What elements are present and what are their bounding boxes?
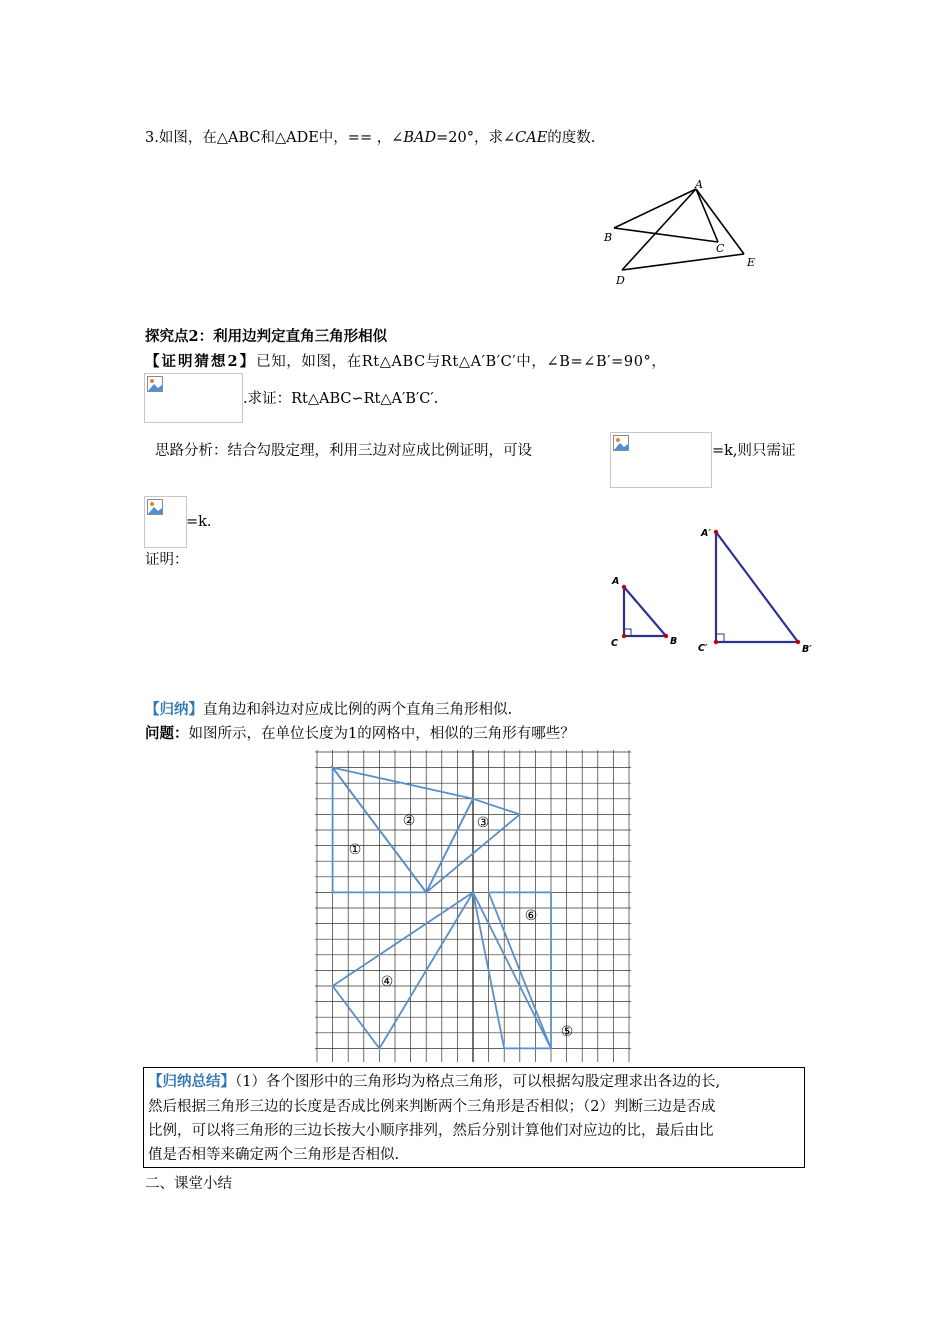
- q3-prefix: 3.如图，在△ABC和△ADE中，== ，: [145, 130, 392, 146]
- label-triangle-5: ⑤: [560, 1024, 574, 1040]
- label-e: E: [747, 256, 756, 269]
- proof-text: 已知，如图，在Rt△ABC与Rt△A′B′C′中，∠B=∠B′=90°，: [256, 354, 667, 370]
- label-c: C: [716, 242, 725, 255]
- vertex-b-prime: [796, 640, 800, 644]
- summary-line-4: 值是否相等来确定两个三角形是否相似.: [148, 1147, 400, 1163]
- analysis-end: =k,则只需证: [712, 443, 796, 459]
- label-small-a: A: [612, 576, 620, 587]
- label-large-a: A′: [701, 528, 711, 539]
- section-title: 探究点2：利用边判定直角三角形相似: [145, 328, 388, 345]
- edge-de: [622, 254, 744, 270]
- label-d: D: [616, 274, 625, 287]
- label-small-c: C: [611, 638, 618, 649]
- formula-image-1: [144, 373, 243, 423]
- summary-line-3: 比例，可以将三角形的三边长按大小顺序排列，然后分别计算他们对应边的比，最后由比: [148, 1123, 714, 1139]
- proof-label: 证明：: [145, 552, 189, 568]
- vertex-a-prime: [714, 530, 718, 534]
- label-small-b: B: [670, 636, 678, 647]
- large-triangle: [716, 532, 798, 642]
- label-large-c: C′: [698, 643, 708, 654]
- broken-image-icon: [147, 376, 163, 392]
- edge-bc: [614, 228, 718, 242]
- class-summary-heading: 二、课堂小结: [145, 1176, 232, 1192]
- induction-text: 直角边和斜边对应成比例的两个直角三角形相似.: [203, 702, 513, 718]
- grid-figure: [315, 750, 635, 1062]
- vertex-b: [664, 634, 668, 638]
- vertex-c: [622, 634, 626, 638]
- question-3: [145, 128, 595, 148]
- summary-text-1: （1）各个图形中的三角形均为格点三角形，可以根据勾股定理求出各边的长,: [235, 1074, 721, 1090]
- label-a: A: [695, 180, 703, 191]
- summary-line-2: 然后根据三角形三边的长度是否成比例来判断两个三角形是否相似；（2）判断三边是否成: [148, 1099, 716, 1115]
- label-triangle-6: ⑥: [524, 908, 538, 924]
- figure-right-triangles: [600, 520, 830, 660]
- question-label: 问题：: [145, 725, 189, 742]
- label-b: B: [604, 231, 613, 244]
- edge-ab: [614, 189, 696, 228]
- broken-image-icon: [147, 499, 163, 515]
- broken-image-icon: [613, 435, 629, 451]
- induction-tag: 【归纳】: [145, 701, 203, 718]
- label-triangle-2: ②: [402, 813, 416, 829]
- summary-tag: 【归纳总结】: [148, 1073, 235, 1090]
- eq-k: =k.: [186, 514, 212, 530]
- prove-statement: .求证：Rt△ABC∽Rt△A′B′C′.: [243, 391, 439, 407]
- summary-line-1: [148, 1072, 720, 1092]
- proof-tag: 【证明猜想2】: [145, 353, 257, 370]
- vertex-c-prime: [714, 640, 718, 644]
- summary-box: [143, 1067, 805, 1168]
- edge-ad: [622, 189, 696, 270]
- question-text: 如图所示，在单位长度为1的网格中，相似的三角形有哪些？: [188, 726, 575, 742]
- label-triangle-3: ③: [476, 815, 490, 831]
- label-triangle-1: ①: [348, 842, 362, 858]
- q3-angle-cae: ∠CAE: [502, 130, 548, 146]
- induction: [145, 700, 512, 720]
- q3-angle-bad: ∠BAD: [391, 130, 437, 146]
- vertex-a: [622, 585, 626, 589]
- proof-conjecture: [145, 352, 805, 372]
- analysis-text: 思路分析：结合勾股定理，利用三边对应成比例证明，可设: [155, 443, 532, 459]
- formula-image-2: [610, 432, 712, 488]
- label-triangle-4: ④: [380, 974, 394, 990]
- q3-mid: =20°，求: [436, 130, 503, 146]
- figure-triangles-abc-ade: [595, 180, 775, 290]
- grid-question: [145, 724, 575, 744]
- formula-image-3: [144, 496, 187, 548]
- q3-suffix: 的度数.: [547, 130, 596, 146]
- label-large-b: B′: [802, 644, 812, 655]
